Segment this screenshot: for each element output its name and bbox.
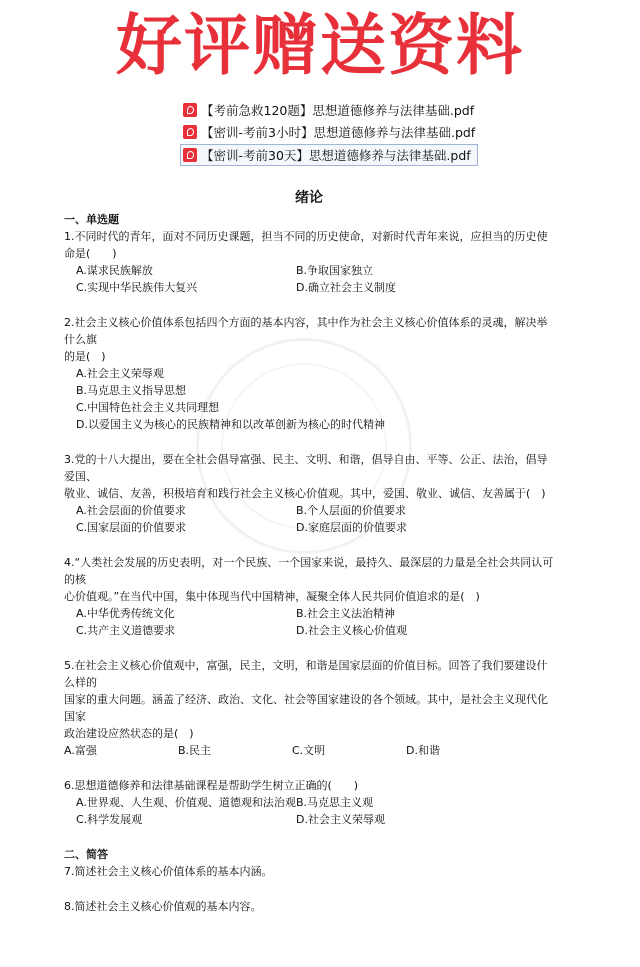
option-d: D.家庭层面的价值要求 xyxy=(296,521,407,534)
option-a: A.社会主义荣辱观 xyxy=(76,367,164,380)
question-7: 7.简述社会主义核心价值体系的基本内涵。 xyxy=(64,865,273,878)
question-5 xyxy=(64,657,554,759)
document-title: 绪论 xyxy=(295,190,323,206)
option-d: D.社会主义核心价值观 xyxy=(296,624,407,637)
option-c: C.国家层面的价值要求 xyxy=(76,521,187,534)
option-b: B.马克思主义指导思想 xyxy=(76,384,187,397)
option-a: A.世界观、人生观、价值观、道德观和法治观 xyxy=(76,796,296,809)
question-stem: 心价值观。”在当代中国，集中体现当代中国精神，凝聚全体人民共同价值追求的是( ) xyxy=(64,590,480,603)
question-2 xyxy=(64,314,554,433)
question-8: 8.简述社会主义核心价值观的基本内容。 xyxy=(64,900,262,913)
option-c: C.实现中华民族伟大复兴 xyxy=(76,281,198,294)
question-stem: 5.在社会主义核心价值观中，富强，民主，文明，和谐是国家层面的价值目标。回答了我们要建设什么样的 xyxy=(64,659,548,689)
file-item-selected[interactable] xyxy=(180,144,478,166)
option-d: D.社会主义荣辱观 xyxy=(296,813,385,826)
question-stem: 敬业、诚信、友善，积极培育和践行社会主义核心价值观。其中，爱国、敬业、诚信、友善属于( ) xyxy=(64,487,546,500)
file-name: 【密训-考前3小时】思想道德修养与法律基础.pdf xyxy=(201,125,476,140)
question-6 xyxy=(64,777,554,828)
option-c: C.科学发展观 xyxy=(76,813,143,826)
option-a: A.谋求民族解放 xyxy=(76,264,153,277)
question-stem: 4.“人类社会发展的历史表明，对一个民族、一个国家来说，最持久、最深层的力量是全社会共同认可的核 xyxy=(64,556,554,586)
option-d: D.以爱国主义为核心的民族精神和以改革创新为核心的时代精神 xyxy=(76,418,385,431)
option-a: A.富强 xyxy=(64,744,97,757)
question-stem: 政治建设应然状态的是( ) xyxy=(64,727,194,740)
section-heading: 一、单选题 xyxy=(64,213,119,226)
question-3 xyxy=(64,451,554,536)
question-stem: 6.思想道德修养和法律基础课程是帮助学生树立正确的( ) xyxy=(64,779,359,792)
file-name: 【密训-考前30天】思想道德修养与法律基础.pdf xyxy=(201,148,471,163)
file-item[interactable] xyxy=(183,100,478,120)
file-list xyxy=(183,100,478,168)
pdf-icon xyxy=(183,103,197,117)
file-item[interactable] xyxy=(183,122,478,142)
option-a: A.中华优秀传统文化 xyxy=(76,607,175,620)
option-c: C.共产主义道德要求 xyxy=(76,624,176,637)
option-a: A.社会层面的价值要求 xyxy=(76,504,186,517)
question-1 xyxy=(64,228,554,296)
question-stem: 国家的重大问题。涵盖了经济、政治、文化、社会等国家建设的各个领域。其中，是社会主义现代化国家 xyxy=(64,693,548,723)
option-d: D.确立社会主义制度 xyxy=(296,281,396,294)
question-stem: 2.社会主义核心价值体系包括四个方面的基本内容，其中作为社会主义核心价值体系的灵魂，解决举什么旗 xyxy=(64,316,548,346)
question-stem: 1.不同时代的青年，面对不同历史课题，担当不同的历史使命，对新时代青年来说，应担当的历史使命是( ) xyxy=(64,230,548,260)
question-stem: 3.党的十八大提出，要在全社会倡导富强、民主、文明、和谐，倡导自由、平等、公正、法治，倡导爱国、 xyxy=(64,453,548,483)
promo-banner-title: 好评赠送资料 xyxy=(116,7,524,84)
file-name: 【考前急救120题】思想道德修养与法律基础.pdf xyxy=(201,103,475,118)
option-b: B.个人层面的价值要求 xyxy=(296,504,407,517)
document-body xyxy=(64,190,554,915)
option-d: D.和谐 xyxy=(406,744,440,757)
question-4 xyxy=(64,554,554,639)
pdf-icon xyxy=(183,148,197,162)
option-b: B.马克思主义观 xyxy=(296,796,374,809)
pdf-icon xyxy=(183,125,197,139)
option-c: C.文明 xyxy=(292,744,326,757)
option-b: B.民主 xyxy=(178,744,212,757)
option-b: B.社会主义法治精神 xyxy=(296,607,396,620)
option-c: C.中国特色社会主义共同理想 xyxy=(76,401,220,414)
question-stem: 的是( ) xyxy=(64,350,106,363)
section-heading: 二、简答 xyxy=(64,848,108,861)
option-b: B.争取国家独立 xyxy=(296,264,374,277)
